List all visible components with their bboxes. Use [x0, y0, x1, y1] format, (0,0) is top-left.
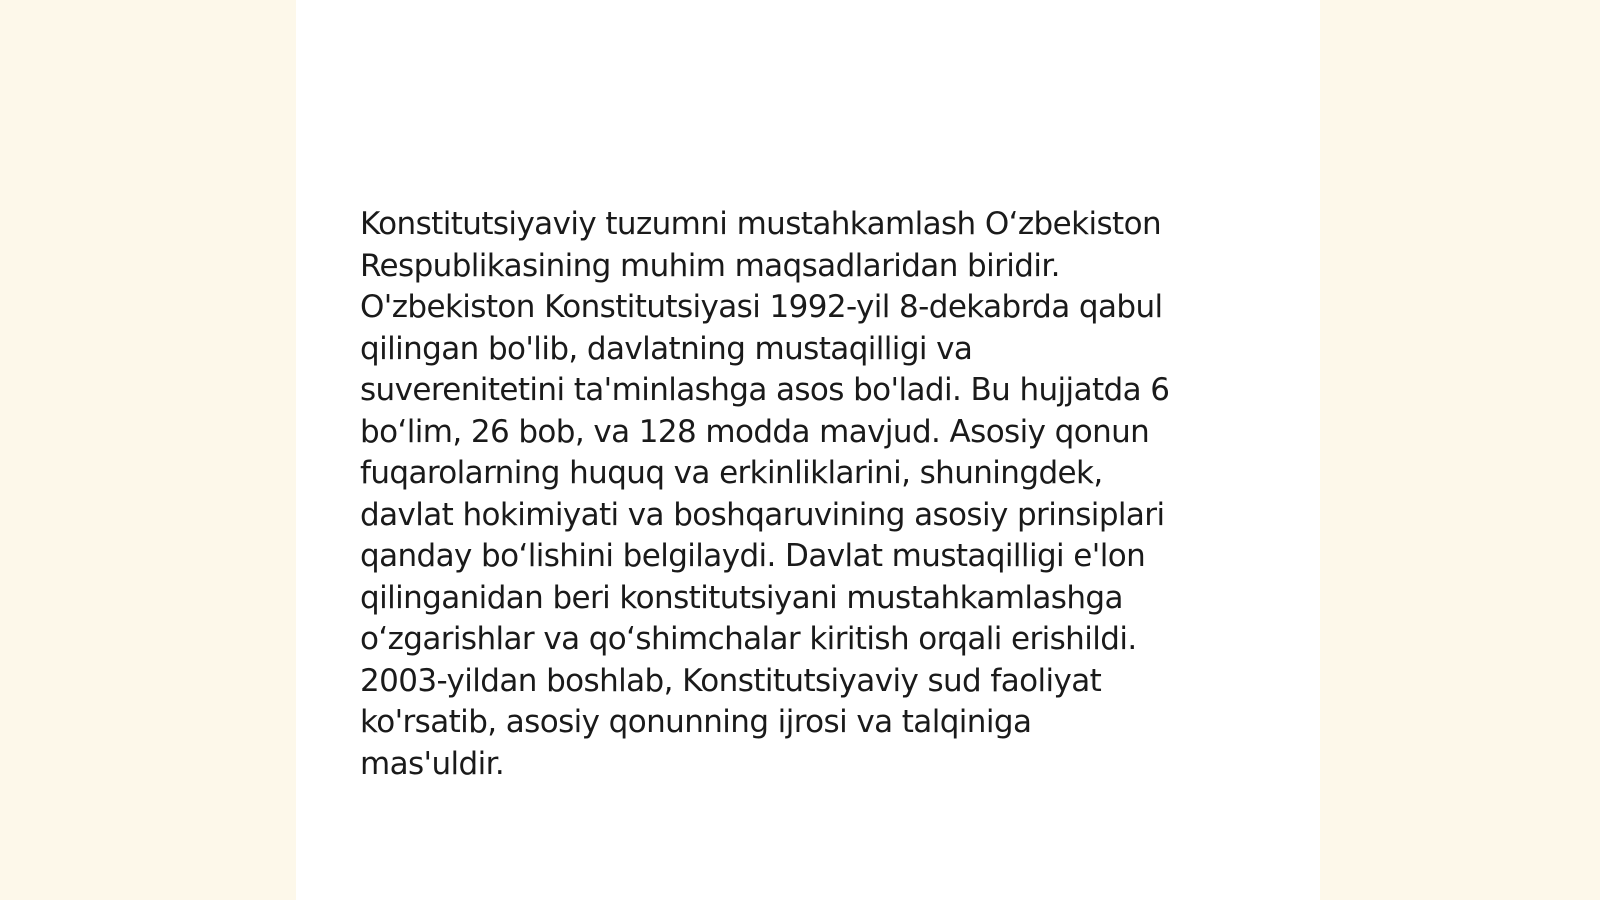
document-page — [296, 0, 1320, 900]
body-paragraph: Konstitutsiyaviy tuzumni mustahkamlash O‘zbekiston Respublikasining muhim maqsadlaridan biridir. O'zbekiston Konstitutsiyasi 1992-yil 8-dekabrda qabul qilingan bo'lib, davlatning mustaqilligi va suverenitetini ta'minlashga asos bo'ladi. Bu hujjatda 6 bo‘lim, 26 bob, va 128 modda mavjud. Asosiy qonun fuqarolarning huquq va erkinliklarini, shuningdek, davlat hokimiyati va boshqaruvining asosiy prinsiplari qanday bo‘lishini belgilaydi. Davlat mustaqilligi e'lon qilinganidan beri konstitutsiyani mustahkamlashga o‘zgarishlar va qo‘shimchalar kiritish orqali erishildi. 2003-yildan boshlab, Konstitutsiyaviy sud faoliyat ko'rsatib, asosiy qonunning ijrosi va talqiniga mas'uldir. — [360, 206, 1170, 782]
